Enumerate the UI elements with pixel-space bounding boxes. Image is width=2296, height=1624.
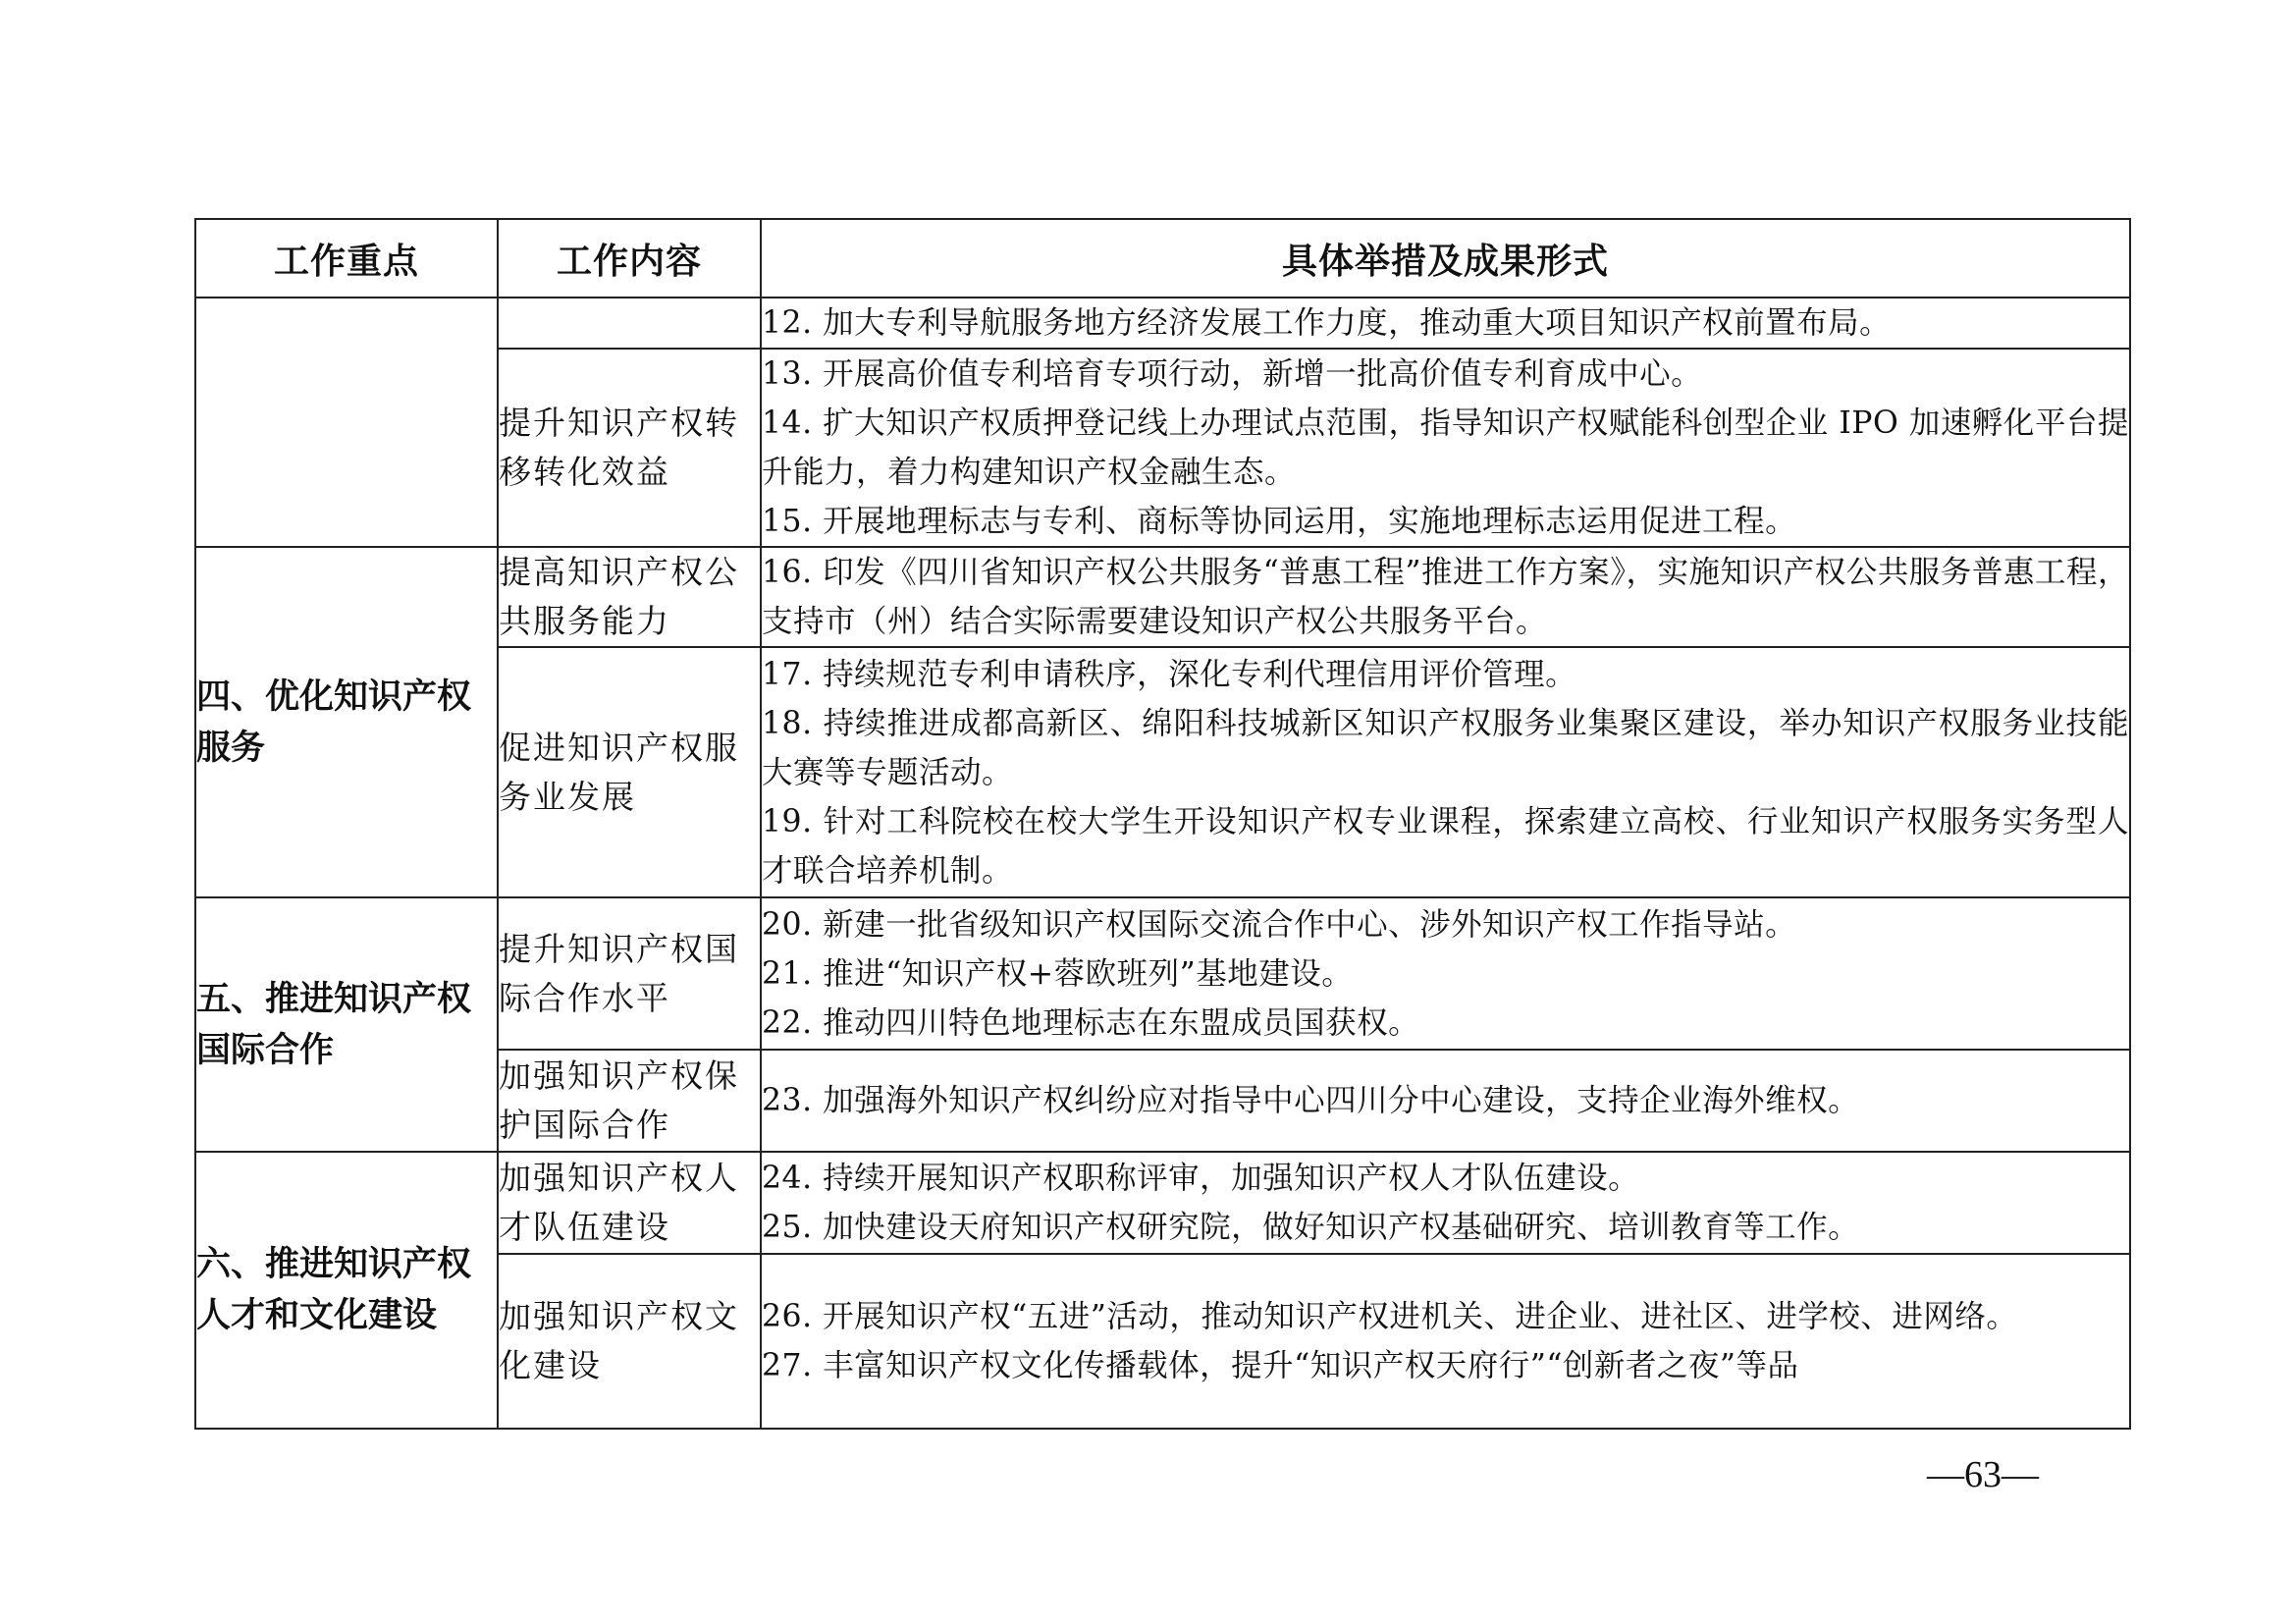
measures-cell [761,1152,2130,1254]
measures-cell [761,1254,2130,1429]
content-cell: 加强知识产权保护国际合作 [498,1050,761,1152]
measure-item: 19. 针对工科院校在校大学生开设知识产权专业课程，探索建立高校、行业知识产权服务实务型人才联合培养机制。 [762,803,2129,889]
measure-item: 13. 开展高价值专利培育专项行动，新增一批高价值专利育成中心。 [762,356,1703,392]
measures-cell [761,1050,2130,1152]
measure-item: 21. 推进“知识产权+蓉欧班列”基地建设。 [762,955,1354,992]
measure-item: 16. 印发《四川省知识产权公共服务“普惠工程”推进工作方案》，实施知识产权公共服务普惠工程，支持市（州）结合实际需要建设知识产权公共服务平台。 [762,555,2129,639]
measure-item: 27. 丰富知识产权文化传播载体，提升“知识产权天府行”“创新者之夜”等品 [762,1348,1799,1383]
content-cell [498,298,761,349]
measure-item: 15. 开展地理标志与专利、商标等协同运用，实施地理标志运用促进工程。 [762,504,1797,539]
focus-cell [195,298,498,547]
content-cell: 加强知识产权人才队伍建设 [498,1152,761,1254]
header-content: 工作内容 [498,219,761,298]
measure-item: 24. 持续开展知识产权职称评审，加强知识产权人才队伍建设。 [762,1161,1640,1196]
measure-item: 18. 持续推进成都高新区、绵阳科技城新区知识产权服务业集聚区建设，举办知识产权服务业技能大赛等专题活动。 [762,705,2129,790]
measure-item: 17. 持续规范专利申请秩序，深化专利代理信用评价管理。 [762,656,1577,692]
work-plan-table [194,218,2131,1430]
measures-cell [761,647,2130,897]
measures-cell [761,298,2130,349]
table-row [195,897,2130,1050]
table-row [195,298,2130,349]
measure-item: 20. 新建一批省级知识产权国际交流合作中心、涉外知识产权工作指导站。 [762,906,1797,943]
measure-item: 25. 加快建设天府知识产权研究院，做好知识产权基础研究、培训教育等工作。 [762,1210,1860,1245]
measure-item: 12. 加大专利导航服务地方经济发展工作力度，推动重大项目知识产权前置布局。 [762,305,1892,341]
focus-cell: 五、推进知识产权国际合作 [195,897,498,1152]
header-measures: 具体举措及成果形式 [761,219,2130,298]
table-row [195,1152,2130,1254]
page-number: —63— [1927,1454,2039,1495]
focus-cell: 四、优化知识产权服务 [195,547,498,897]
measure-item: 14. 扩大知识产权质押登记线上办理试点范围，指导知识产权赋能科创型企业 IPO 加速孵化平台提升能力，着力构建知识产权金融生态。 [762,406,2129,490]
content-cell: 加强知识产权文化建设 [498,1254,761,1429]
content-cell: 提高知识产权公共服务能力 [498,547,761,647]
measures-cell [761,897,2130,1050]
content-cell: 提升知识产权国际合作水平 [498,897,761,1050]
measure-item: 23. 加强海外知识产权纠纷应对指导中心四川分中心建设，支持企业海外维权。 [762,1083,1860,1118]
measures-cell [761,547,2130,647]
measures-cell [761,349,2130,547]
focus-cell: 六、推进知识产权人才和文化建设 [195,1152,498,1429]
measure-item: 22. 推动四川特色地理标志在东盟成员国获权。 [762,1004,1420,1041]
content-cell: 促进知识产权服务业发展 [498,647,761,897]
table-header-row [195,219,2130,298]
content-cell: 提升知识产权转移转化效益 [498,349,761,547]
header-focus: 工作重点 [195,219,498,298]
table-row [195,547,2130,647]
measure-item: 26. 开展知识产权“五进”活动，推动知识产权进机关、进企业、进社区、进学校、进网络。 [762,1299,2018,1334]
